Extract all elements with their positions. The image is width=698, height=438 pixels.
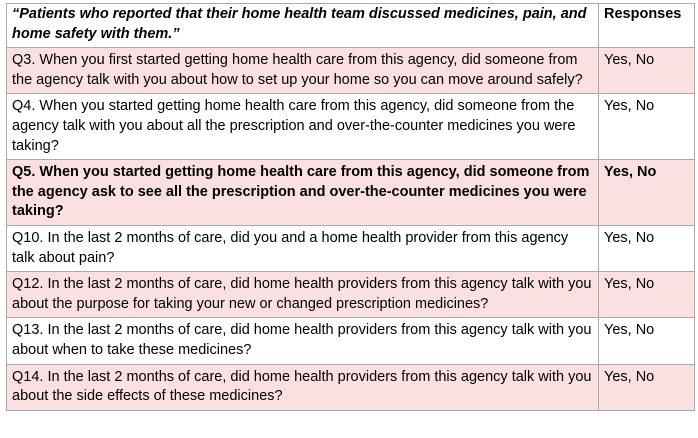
responses-q14: Yes, No: [599, 364, 695, 410]
table-row-q14: [7, 364, 695, 410]
survey-measure-table: [6, 3, 695, 411]
responses-header: Responses: [599, 4, 695, 48]
responses-q12: Yes, No: [599, 272, 695, 318]
responses-q4: Yes, No: [599, 94, 695, 160]
responses-q5: Yes, No: [599, 160, 695, 226]
responses-q13: Yes, No: [599, 318, 695, 364]
table-row-q5: [7, 160, 695, 226]
table-row-q3: [7, 48, 695, 94]
question-text-q3: Q3. When you first started getting home health care from this agency, did someone from the agency talk with you about how to set up your home so you can move around safely?: [7, 48, 599, 94]
question-text-q10: Q10. In the last 2 months of care, did you and a home health provider from this agency talk about pain?: [7, 225, 599, 271]
question-text-q12: Q12. In the last 2 months of care, did home health providers from this agency talk with you about the purpose for taking your new or changed prescription medicines?: [7, 272, 599, 318]
table-header-row: [7, 4, 695, 48]
question-text-q4: Q4. When you started getting home health care from this agency, did someone from the agency talk with you about all the prescription and over-the-counter medicines you were taking?: [7, 94, 599, 160]
question-text-q5: Q5. When you started getting home health care from this agency, did someone from the agency ask to see all the prescription and over-the-counter medicines you were taking?: [7, 160, 599, 226]
table-row-q10: [7, 225, 695, 271]
table-row-q4: [7, 94, 695, 160]
responses-q3: Yes, No: [599, 48, 695, 94]
question-text-q13: Q13. In the last 2 months of care, did home health providers from this agency talk with you about when to take these medicines?: [7, 318, 599, 364]
table-row-q12: [7, 272, 695, 318]
table-row-q13: [7, 318, 695, 364]
measure-title: “Patients who reported that their home health team discussed medicines, pain, and home safety with them.”: [7, 4, 599, 48]
responses-q10: Yes, No: [599, 225, 695, 271]
question-text-q14: Q14. In the last 2 months of care, did home health providers from this agency talk with you about the side effects of these medicines?: [7, 364, 599, 410]
